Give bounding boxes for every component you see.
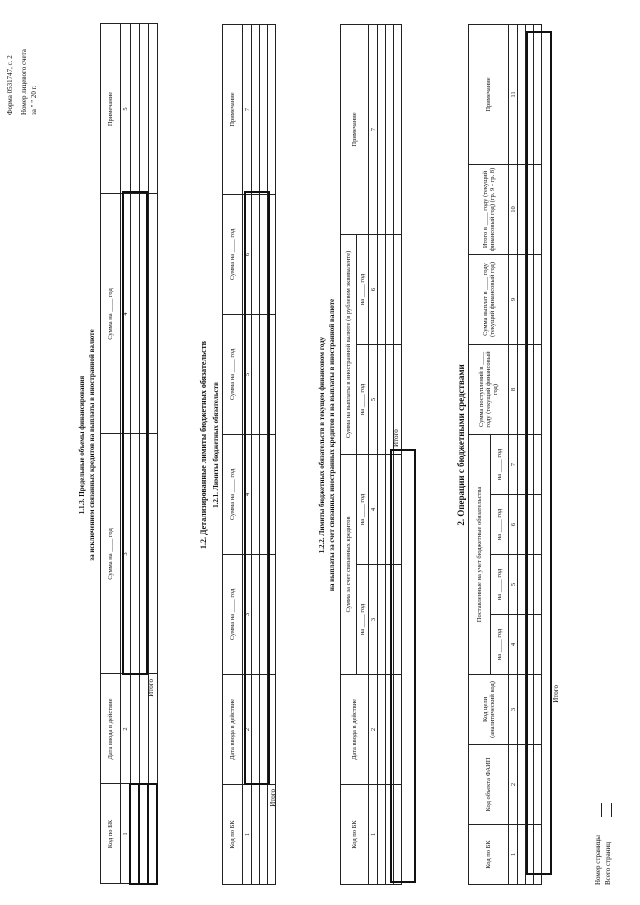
col-cel: Код цели (аналитический код) [469, 675, 509, 745]
table-cell[interactable] [148, 784, 157, 884]
col-num: 1 [509, 825, 518, 885]
col-na1: на ____ год [357, 565, 369, 675]
col-note: Примечание [341, 24, 369, 234]
section-12-title: 1.2. Детализированные лимиты бюджетных обязательств [199, 341, 208, 549]
table-cell[interactable] [518, 435, 526, 495]
table-cell[interactable] [139, 24, 148, 194]
col-num: 6 [509, 495, 518, 555]
col-na4: на ____ год [357, 234, 369, 344]
col-faip: Код объекта ФАИП [469, 745, 509, 825]
col-num: 3 [121, 434, 131, 674]
col-num: 9 [509, 255, 518, 345]
section-122-title: 1.2.2. Лимиты бюджетных обязательств в текущем финансовом году [318, 336, 326, 554]
col-num: 3 [509, 675, 518, 745]
col-num: 1 [121, 784, 131, 884]
form-number: Форма 0531747, с. 2 [6, 55, 14, 115]
col-note: Примечание [469, 25, 509, 165]
section-2-title: 2. Операции с бюджетными средствами [456, 364, 466, 526]
itogo-121: Итого [269, 789, 277, 807]
col-na1: на ____ год [491, 615, 509, 675]
col-num: 6 [243, 195, 252, 315]
col-num: 5 [369, 345, 378, 455]
col-num: 2 [369, 675, 378, 785]
table-113-data-box [122, 191, 148, 675]
table-121-data-box [244, 191, 270, 785]
table-cell[interactable] [378, 345, 386, 455]
col-num: 7 [243, 25, 252, 195]
section-113-title: 1.1.3. Предельные объемы финансирования [78, 375, 86, 515]
col-note: Примечание [223, 25, 243, 195]
col-sum1: Сумма на ____ год [223, 555, 243, 675]
table-cell[interactable] [518, 255, 526, 345]
table-cell[interactable] [139, 784, 148, 884]
col-data: Дата ввода в действие [223, 675, 243, 785]
table-cell[interactable] [378, 675, 386, 785]
table-cell[interactable] [130, 24, 139, 194]
col-sum1: Сумма на ____ год [101, 434, 121, 674]
col-itog: Итого в ____ году (текущий финансовый год) (гр. 9 - гр. 8) [469, 165, 509, 255]
table-cell[interactable] [518, 165, 526, 255]
col-num: 4 [243, 435, 252, 555]
table-cell[interactable] [386, 24, 394, 234]
account-label: Номер лицевого счета [20, 49, 28, 115]
section-121-title: 1.2.1. Лимиты бюджетных обязательств [212, 382, 220, 508]
col-num: 1 [369, 785, 378, 885]
table-cell[interactable] [378, 455, 386, 565]
col-num: 7 [369, 24, 378, 234]
table-cell[interactable] [518, 675, 526, 745]
table-cell[interactable] [518, 345, 526, 435]
section-113-subtitle: за исключением связанных кредитов на выплаты в иностранной валюте [88, 329, 96, 561]
col-sum3: Сумма на ____ год [223, 315, 243, 435]
table-cell[interactable] [252, 785, 260, 885]
col-data: Дата ввода в действие [101, 674, 121, 784]
col-num: 11 [509, 25, 518, 165]
col-data: Дата ввода в действие [341, 675, 369, 785]
col-group-currency: Сумма на выплаты в иностранной валюте (в рублевом эквиваленте) [341, 234, 357, 454]
col-num: 5 [243, 315, 252, 435]
col-na2: на ____ год [357, 455, 369, 565]
table-cell[interactable] [148, 194, 157, 434]
table-cell[interactable] [260, 25, 268, 195]
col-num: 3 [243, 555, 252, 675]
table-2-data-box [526, 31, 552, 875]
table-cell[interactable] [518, 825, 526, 885]
col-num: 10 [509, 165, 518, 255]
col-num: 4 [121, 194, 131, 434]
table-cell[interactable] [394, 24, 402, 234]
col-num: 4 [369, 455, 378, 565]
col-num: 2 [121, 674, 131, 784]
col-na3: на ____ год [357, 345, 369, 455]
table-cell[interactable] [518, 745, 526, 825]
table-cell[interactable] [260, 785, 268, 885]
table-cell[interactable] [394, 234, 402, 344]
col-num: 1 [243, 785, 252, 885]
col-kod: Код по БК [341, 785, 369, 885]
col-num: 8 [509, 345, 518, 435]
col-note: Примечание [101, 24, 121, 194]
total-pages-label: Всего страниц [604, 841, 612, 885]
col-vyplaty: Сумма выплат в ____ году (текущий финансовый год) [469, 255, 509, 345]
col-group-credits: Сумма за счет связанных кредитов [341, 455, 357, 675]
col-sum2: Сумма на ____ год [223, 435, 243, 555]
col-num: 3 [369, 565, 378, 675]
table-cell[interactable] [268, 25, 276, 195]
table-cell[interactable] [252, 25, 260, 195]
table-cell[interactable] [518, 495, 526, 555]
col-num: 4 [509, 615, 518, 675]
table-cell[interactable] [378, 785, 386, 885]
itogo-113: Итого [147, 679, 155, 697]
table-cell[interactable] [386, 234, 394, 344]
col-sum4: Сумма на ____ год [223, 195, 243, 315]
section-122-subtitle: на выплаты за счет связанных иностранных кредитов и на выплаты в иностранной валюте [328, 298, 336, 592]
table-cell[interactable] [518, 615, 526, 675]
col-num: 2 [509, 745, 518, 825]
col-num: 7 [509, 435, 518, 495]
table-cell[interactable] [130, 784, 139, 884]
table-cell[interactable] [378, 24, 386, 234]
col-na3: на ____ год [491, 495, 509, 555]
total-pages-line [611, 803, 612, 817]
col-kod: Код по БК [101, 784, 121, 884]
table-cell[interactable] [130, 674, 139, 784]
col-group-obligations: Поставленные на учет бюджетные обязательства [469, 435, 491, 675]
table-cell[interactable] [518, 25, 526, 165]
col-kod: Код по БК [223, 785, 243, 885]
table-cell[interactable] [518, 555, 526, 615]
page-number-label: Номер страницы [594, 834, 602, 885]
col-num: 6 [369, 234, 378, 344]
itogo-2: Итого [552, 685, 560, 703]
col-num: 5 [509, 555, 518, 615]
col-num: 2 [243, 675, 252, 785]
col-na4: на ____ год [491, 435, 509, 495]
col-sum2: Сумма на ____ год [101, 194, 121, 434]
table-122-data-box [390, 449, 416, 883]
itogo-122: Итого [392, 429, 400, 447]
report-date: за " " 20 г. [30, 85, 38, 115]
col-num: 5 [121, 24, 131, 194]
table-cell[interactable] [378, 565, 386, 675]
page-number-line [601, 803, 602, 817]
col-kod: Код по БК [469, 825, 509, 885]
col-na2: на ____ год [491, 555, 509, 615]
table-cell[interactable] [378, 234, 386, 344]
col-postupleniya: Сумма поступлений в ____ году (текущий финансовый год) [469, 345, 509, 435]
table-cell[interactable] [148, 434, 157, 674]
table-cell[interactable] [148, 24, 157, 194]
